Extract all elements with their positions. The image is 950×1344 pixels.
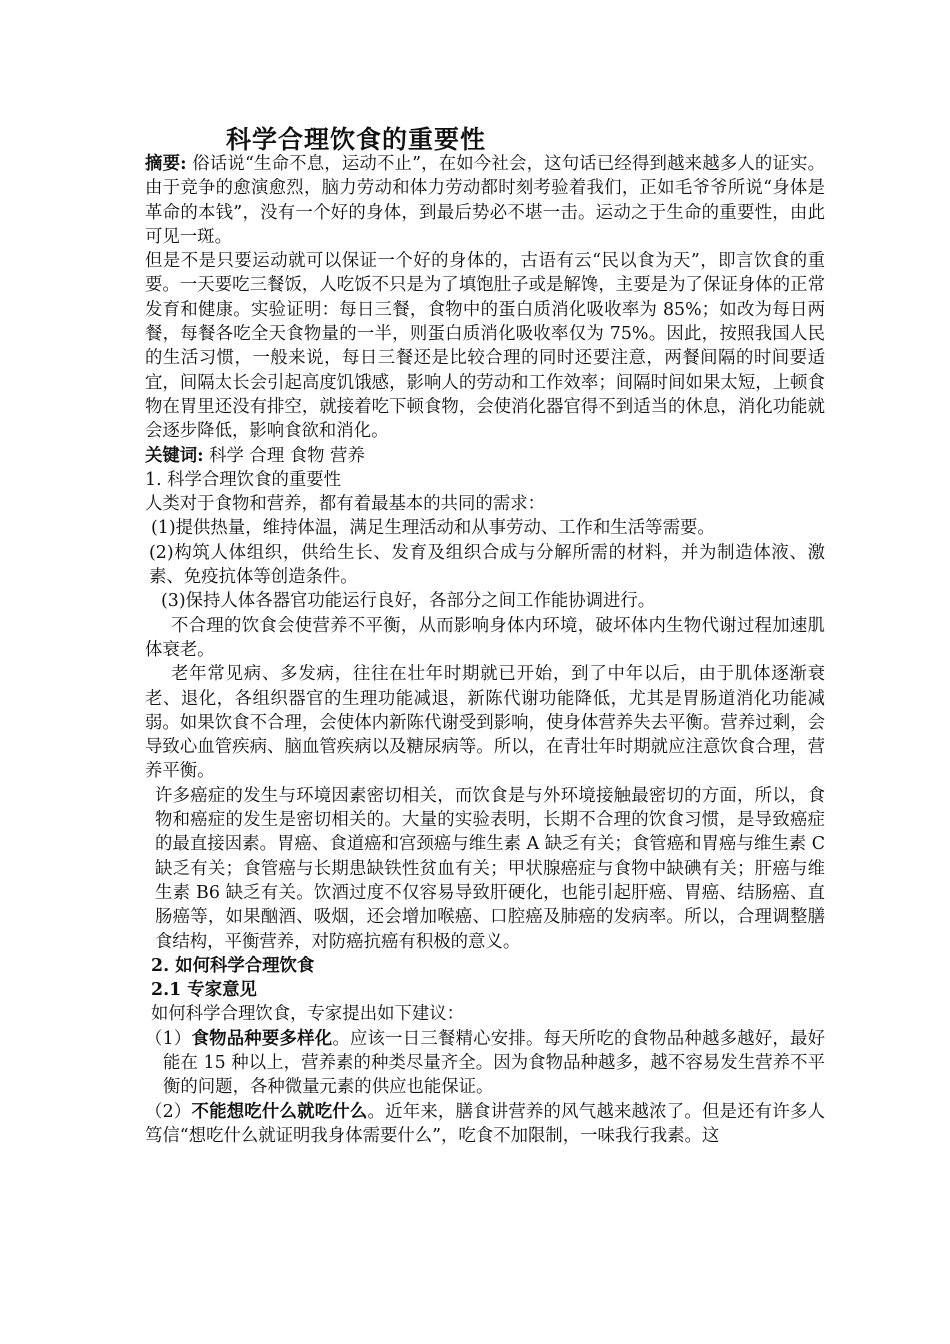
item-2-text: 。近年来，膳食讲营养的风气越来越浓了。但是还有许多人笃信“想吃什么就证明我身体需要什么”，吃食不加限制，一味我行我素。这 <box>145 1101 825 1146</box>
keywords-text: 科学 合理 食物 营养 <box>203 445 365 466</box>
section-1-intro: 人类对于食物和营养，都有着最基本的共同的需求： <box>145 494 545 515</box>
item-2-bold-lead: 不能想吃什么就吃什么 <box>191 1101 368 1122</box>
section-1-paragraph-2: 不合理的饮食会使营养不平衡，从而影响身体内环境，破坏体内生物代谢过程加速肌体衰老。 <box>145 615 825 660</box>
section-2-heading: 2. 如何科学合理饮食 <box>151 955 315 976</box>
document-title: 科学合理饮食的重要性 <box>226 125 487 154</box>
section-1-paragraph-4: 许多癌症的发生与环境因素密切相关，而饮食是与外环境接触最密切的方面，所以，食物和癌症的发生是密切相关的。大量的实验表明，长期不合理的饮食习惯，是导致癌症的最直接因素。胃癌、食道癌和宫颈癌与维生素 A 缺乏有关；食管癌和胃癌与维生素 C 缺乏有关；食管癌与长期患缺铁性贫血有关；甲状腺癌症与食物中缺碘有关；肝癌与维生素 B6 缺乏有关。饮酒过度不仅容易导致肝硬化，也能引起肝癌、胃癌、结肠癌、直肠癌等，如果酗酒、吸烟，还会增加喉癌、口腔癌及肺癌的发病率。所以，合理调整膳食结构，平衡营养，对防癌抗癌有积极的意义。 <box>155 785 825 952</box>
item-1-number: （1） <box>145 1028 192 1049</box>
section-2-1-item-2 <box>145 1100 825 1149</box>
abstract-paragraph <box>145 152 825 249</box>
item-1-bold-lead: 食物品种要多样化 <box>191 1028 333 1049</box>
section-1-item-1: (1)提供热量，维持体温，满足生理活动和从事劳动、工作和生活等需要。 <box>151 518 715 539</box>
section-2-1-intro: 如何科学合理饮食，专家提出如下建议： <box>151 1004 465 1025</box>
item-2-number: （2） <box>145 1101 192 1122</box>
section-2-1-heading: 2.1 专家意见 <box>151 980 257 1001</box>
keywords-label: 关键词: <box>145 445 204 466</box>
document-body <box>145 152 825 1148</box>
item-1-text: 。应该一日三餐精心安排。每天所吃的食物品种越多越好，最好能在 15 种以上，营养素的种类尽量齐全。因为食物品种越多，越不容易发生营养不平衡的问题，各种微量元素的供应也能保证。 <box>163 1028 825 1098</box>
section-2-1-item-1 <box>145 1027 825 1100</box>
section-1-paragraph-3: 老年常见病、多发病，往往在壮年时期就已开始，到了中年以后，由于肌体逐渐衰老、退化，各组织器官的生理功能减退，新陈代谢功能降低，尤其是胃肠道消化功能减弱。如果饮食不合理，会使体内新陈代谢受到影响，使身体营养失去平衡。营养过剩，会导致心血管疾病、脑血管疾病以及糖尿病等。所以，在青壮年时期就应注意饮食合理，营养平衡。 <box>145 664 825 782</box>
section-1-item-3: (3)保持人体各器官功能运行良好，各部分之间工作能协调进行。 <box>161 591 656 612</box>
abstract-text: 俗话说“生命不息，运动不止”，在如今社会，这句话已经得到越来越多人的证实。由于竞争的愈演愈烈，脑力劳动和体力劳动都时刻考验着我们，正如毛爷爷所说“身体是革命的本钱”，没有一个好的身体，到最后势必不堪一击。运动之于生命的重要性，由此可见一斑。 <box>145 154 825 247</box>
section-1-heading: 1. 科学合理饮食的重要性 <box>145 469 342 490</box>
paragraph-diet-importance: 但是不是只要运动就可以保证一个好的身体的，古语有云“民以食为天”，即言饮食的重要。一天要吃三餐饭，人吃饭不只是为了填饱肚子或是解馋，主要是为了保证身体的正常发育和健康。实验证明：每日三餐，食物中的蛋白质消化吸收率为 85%；如改为每日两餐，每餐各吃全天食物量的一半，则蛋白质消化吸收率仅为 75%。因此，按照我国人民的生活习惯，一般来说，每日三餐还是比较合理的同时还要注意，两餐间隔的时间要适宜，间隔太长会引起高度饥饿感，影响人的劳动和工作效率；间隔时间如果太短，上顿食物在胃里还没有排空，就接着吃下顿食物，会使消化器官得不到适当的休息，消化功能就会逐步降低，影响食欲和消化。 <box>145 251 825 442</box>
section-1-item-2: (2)构筑人体组织，供给生长、发育及组织合成与分解所需的材料，并为制造体液、激素、免疫抗体等创造条件。 <box>149 542 825 588</box>
keywords-line <box>145 444 825 468</box>
abstract-label: 摘要: <box>145 154 187 174</box>
